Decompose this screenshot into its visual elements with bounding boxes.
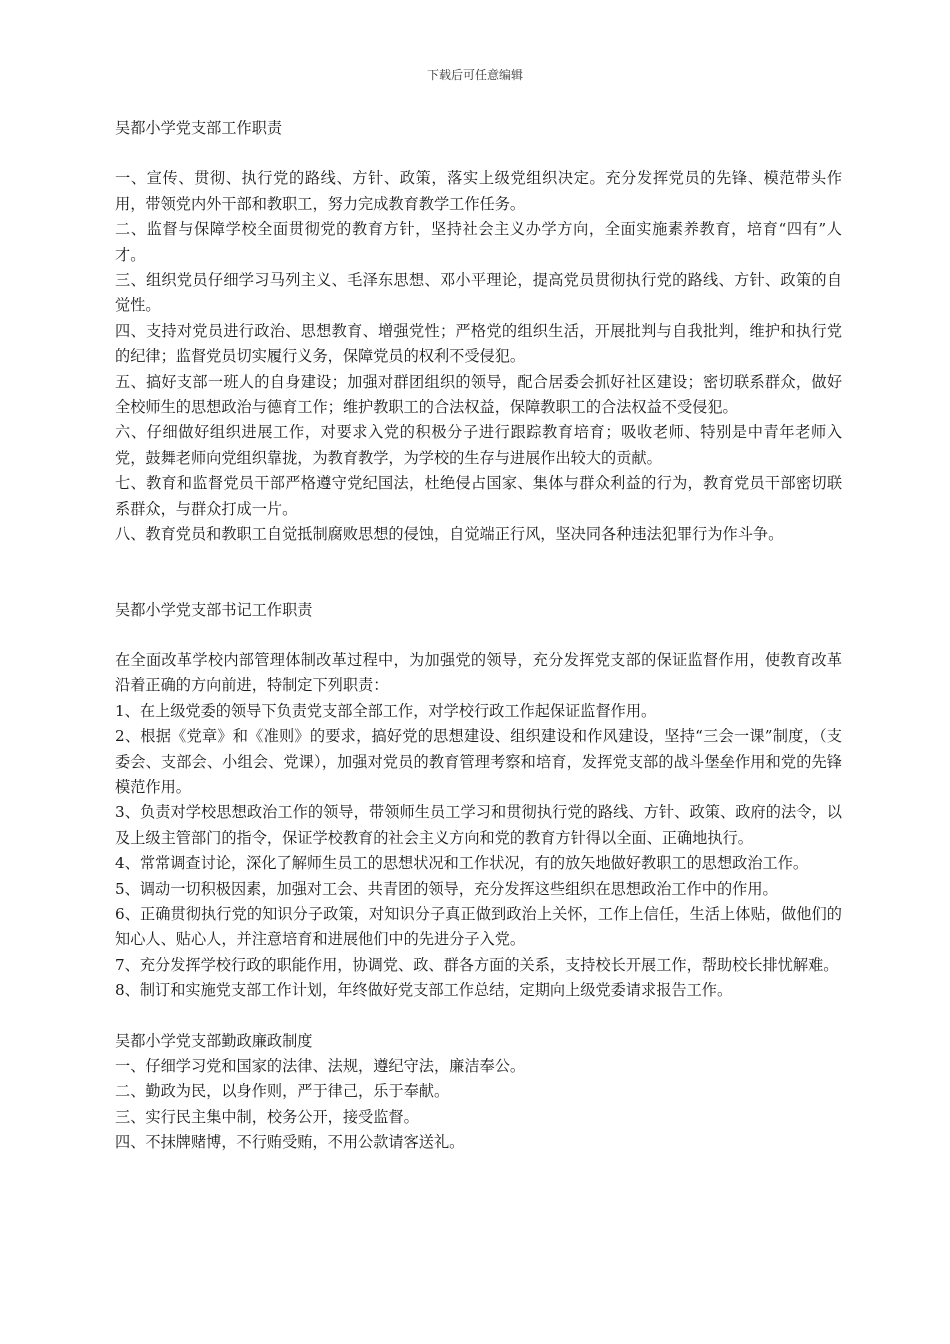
secretary-item: 3、负责对学校思想政治工作的领导，带领师生员工学习和贯彻执行党的路线、方针、政策、政府的法令，以及上级主管部门的指令，保证学校教育的社会主义方向和党的教育方针得以全面、正确地执行。 — [115, 803, 842, 847]
section-title-integrity: 吴都小学党支部勤政廉政制度 — [115, 1031, 313, 1050]
integrity-item: 三、实行民主集中制，校务公开，接受监督。 — [115, 1107, 419, 1126]
page-header: 下载后可任意编辑 — [426, 68, 523, 82]
secretary-intro: 在全面改革学校内部管理体制改革过程中，为加强党的领导，充分发挥党支部的保证监督作用，使教育改革沿着正确的方向前进，特制定下列职责： — [115, 650, 842, 695]
duty-item: 八、教育党员和教职工自觉抵制腐败思想的侵蚀，自觉端正行风，坚决同各种违法犯罪行为作斗争。 — [115, 525, 784, 544]
duty-item: 七、教育和监督党员干部严格遵守党纪国法，杜绝侵占国家、集体与群众利益的行为，教育党员干部密切联系群众，与群众打成一片。 — [115, 474, 842, 518]
spacer — [115, 141, 842, 166]
secretary-item: 8、制订和实施党支部工作计划，年终做好党支部工作总结，定期向上级党委请求报告工作。 — [115, 981, 733, 1000]
integrity-item: 四、不抹牌赌博，不行贿受贿，不用公款请客送礼。 — [115, 1133, 465, 1152]
section-title-secretary: 吴都小学党支部书记工作职责 — [115, 600, 313, 619]
secretary-item: 2、根据《党章》和《准则》的要求，搞好党的思想建设、组织建设和作风建设，坚持“三会一课”制度，（支委会、支部会、小组会、党课），加强对党员的教育管理考察和培育，发挥党支部的战斗堡垒作用和党的先锋模范作用。 — [115, 727, 842, 796]
spacer — [115, 548, 842, 598]
section-title-duties: 吴都小学党支部工作职责 — [115, 119, 283, 137]
duty-item: 四、支持对党员进行政治、思想教育、增强党性；严格党的组织生活，开展批判与自我批判，维护和执行党的纪律；监督党员切实履行义务，保障党员的权利不受侵犯。 — [115, 321, 842, 366]
secretary-item: 4、常常调查讨论，深化了解师生员工的思想状况和工作状况，有的放矢地做好教职工的思想政治工作。 — [115, 854, 809, 873]
integrity-item: 一、仔细学习党和国家的法律、法规，遵纪守法，廉洁奉公。 — [115, 1057, 526, 1075]
secretary-item: 6、正确贯彻执行党的知识分子政策，对知识分子真正做到政治上关怀，工作上信任，生活上体贴，做他们的知心人、贴心人，并注意培育和进展他们中的先进分子入党。 — [115, 904, 842, 949]
secretary-item: 5、调动一切积极因素，加强对工会、共青团的领导，充分发挥这些组织在思想政治工作中的作用。 — [115, 879, 778, 898]
secretary-item: 7、充分发挥学校行政的职能作用，协调党、政、群各方面的关系，支持校长开展工作，帮助校长排忧解难。 — [115, 955, 839, 974]
duty-item: 一、宣传、贯彻、执行党的路线、方针、政策，落实上级党组织决定。充分发挥党员的先锋、模范带头作用，带领党内外干部和教职工，努力完成教育教学工作任务。 — [115, 169, 842, 213]
spacer — [115, 1004, 842, 1029]
spacer — [115, 623, 842, 648]
integrity-item: 二、勤政为民，以身作则，严于律己，乐于奉献。 — [115, 1082, 450, 1101]
duty-item: 六、仔细做好组织进展工作，对要求入党的积极分子进行跟踪教育培育；吸收老师、特别是中青年老师入党，鼓舞老师向党组织靠拢，为教育教学，为学校的生存与进展作出较大的贡献。 — [115, 423, 842, 467]
secretary-item: 1、在上级党委的领导下负责党支部全部工作，对学校行政工作起保证监督作用。 — [115, 701, 657, 720]
document-body — [115, 116, 842, 1156]
duty-item: 三、组织党员仔细学习马列主义、毛泽东思想、邓小平理论，提高党员贯彻执行党的路线、方针、政策的自觉性。 — [115, 271, 842, 315]
duty-item: 二、监督与保障学校全面贯彻党的教育方针，坚持社会主义办学方向，全面实施素养教育，培育“四有”人才。 — [115, 220, 842, 264]
duty-item: 五、搞好支部一班人的自身建设；加强对群团组织的领导，配合居委会抓好社区建设；密切联系群众，做好全校师生的思想政治与德育工作；维护教职工的合法权益，保障教职工的合法权益不受侵犯。 — [115, 372, 842, 417]
